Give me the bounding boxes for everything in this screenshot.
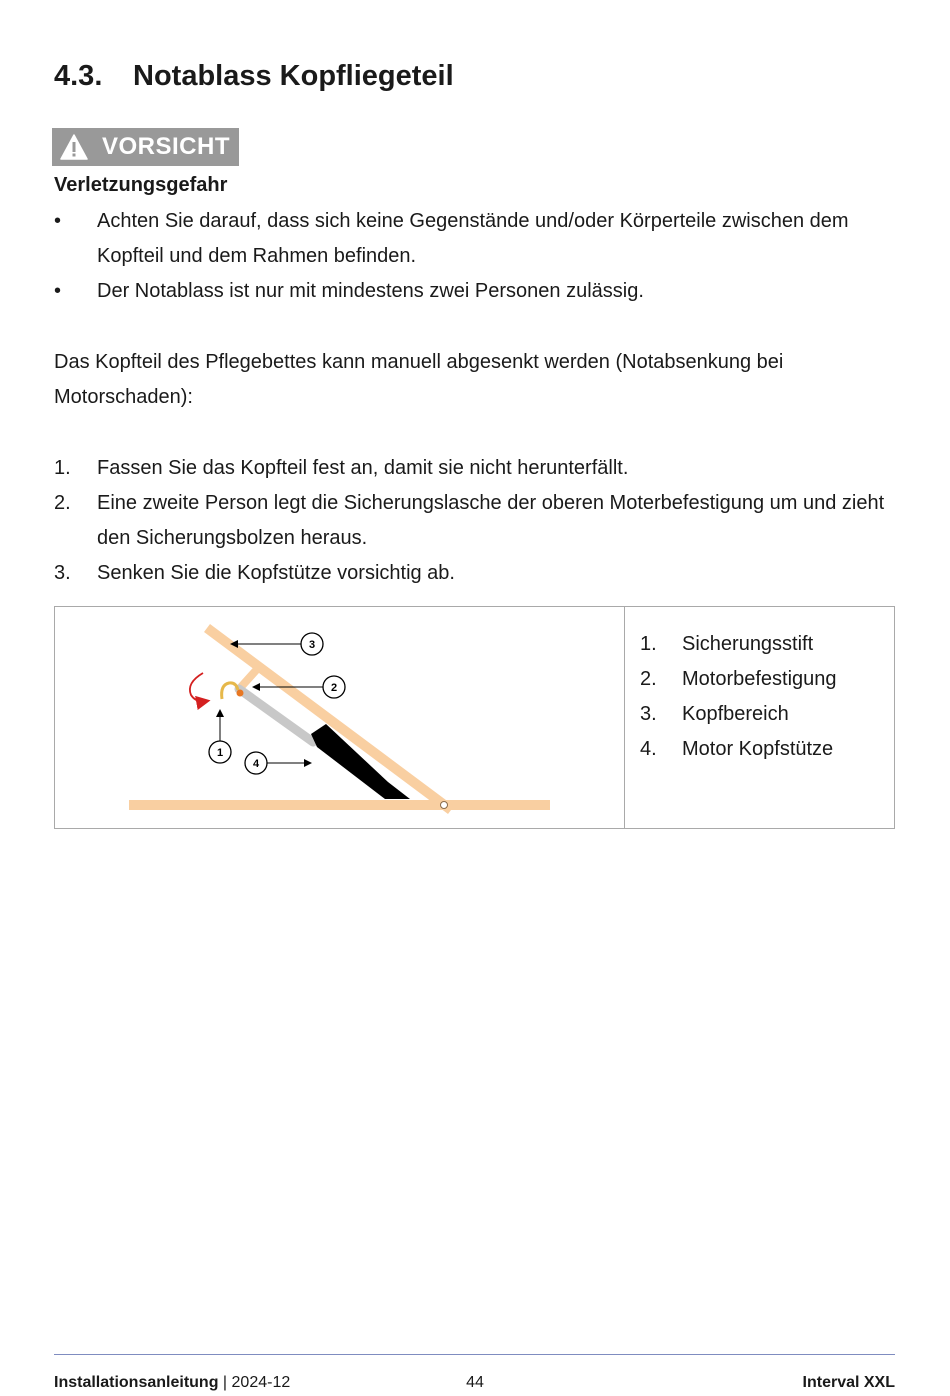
hazard-title: Verletzungsgefahr xyxy=(54,174,228,196)
bullet-text: Der Notablass ist nur mit mindestens zwei Personen zulässig. xyxy=(97,280,644,302)
footer-doc-type: Installationsanleitung xyxy=(54,1374,219,1391)
footer-divider xyxy=(54,1354,895,1355)
legend-item xyxy=(640,697,890,732)
figure-legend xyxy=(640,627,890,767)
step-text: Senken Sie die Kopfstütze vorsichtig ab. xyxy=(97,562,455,584)
motor-body xyxy=(311,724,410,799)
callout-2-label: 2 xyxy=(330,682,338,694)
list-item xyxy=(54,274,884,309)
section-number: 4.3. xyxy=(54,60,103,92)
warning-label: VORSICHT xyxy=(102,133,231,160)
legend-item xyxy=(640,662,890,697)
bolt xyxy=(237,690,244,697)
list-item xyxy=(54,204,884,274)
step-text: Fassen Sie das Kopfteil fest an, damit sie nicht herunterfällt. xyxy=(97,457,629,479)
bullet-text: Achten Sie darauf, dass sich keine Gegenstände und/oder Körperteile zwischen dem Kopfteil und dem Rahmen befinden. xyxy=(97,210,849,267)
callout-3-label: 3 xyxy=(308,639,316,651)
legend-item xyxy=(640,627,890,662)
warning-bullet-list xyxy=(54,204,884,309)
legend-text: Kopfbereich xyxy=(682,703,789,725)
step-number: 2. xyxy=(54,492,71,514)
callout-4-label: 4 xyxy=(252,758,260,770)
callout-1-label: 1 xyxy=(216,747,224,759)
list-item xyxy=(54,556,894,591)
hinge xyxy=(441,802,448,809)
rotate-arrow-icon xyxy=(190,673,207,701)
footer-product: Interval XXL xyxy=(802,1374,895,1391)
legend-text: Motor Kopfstütze xyxy=(682,738,834,760)
bed-frame-base xyxy=(129,800,550,810)
legend-text: Sicherungsstift xyxy=(682,633,814,655)
legend-number: 3. xyxy=(640,703,657,725)
warning-badge xyxy=(52,128,239,166)
footer-separator: | xyxy=(222,1374,228,1391)
intro-paragraph: Das Kopfteil des Pflegebettes kann manuell abgesenkt werden (Notabsenkung bei Motorschaden): xyxy=(54,351,784,408)
bullet-marker: • xyxy=(54,210,62,232)
page-number: 44 xyxy=(466,1374,484,1391)
figure-divider xyxy=(624,606,625,829)
legend-item xyxy=(640,732,890,767)
section-title: Notablass Kopfliegeteil xyxy=(133,60,454,92)
head-section-frame xyxy=(207,628,451,810)
step-number: 1. xyxy=(54,457,71,479)
motor-bracket xyxy=(241,667,259,687)
head-section-diagram xyxy=(55,607,623,828)
bullet-marker: • xyxy=(54,280,62,302)
footer-date: 2024-12 xyxy=(231,1374,291,1391)
step-number: 3. xyxy=(54,562,71,584)
legend-number: 2. xyxy=(640,668,657,690)
list-item xyxy=(54,451,894,486)
legend-text: Motorbefestigung xyxy=(682,668,837,690)
warning-triangle-icon xyxy=(60,134,88,160)
legend-number: 4. xyxy=(640,738,657,760)
steps-list xyxy=(54,451,894,591)
step-text: Eine zweite Person legt die Sicherungslasche der oberen Moterbefestigung um und zieht den Sicherungsbolzen heraus. xyxy=(97,492,885,549)
list-item xyxy=(54,486,894,556)
legend-number: 1. xyxy=(640,633,657,655)
section-heading xyxy=(54,60,454,93)
